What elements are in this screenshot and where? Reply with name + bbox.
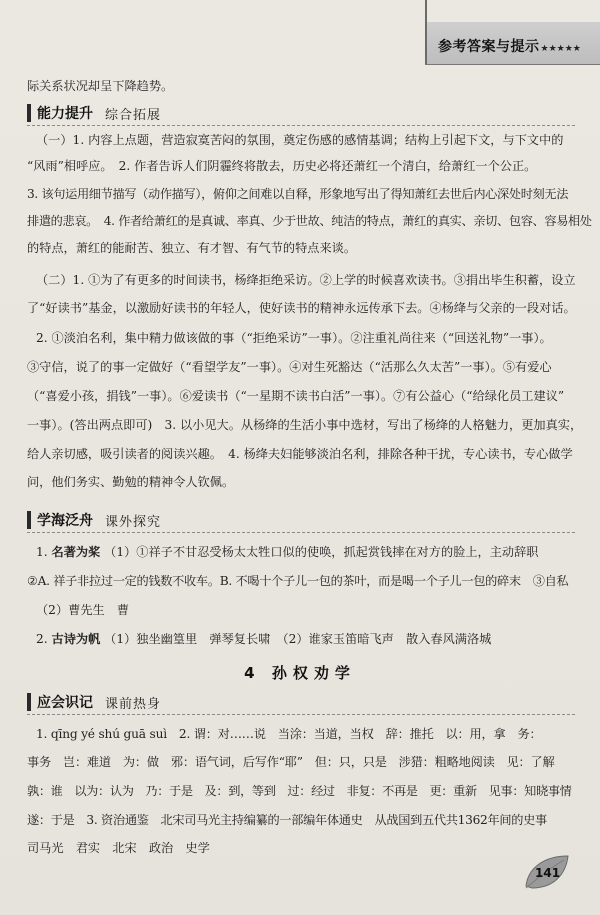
section-subtitle: 综合拓展 [105, 107, 162, 123]
section-marker [27, 511, 31, 529]
answer-line: “风雨”相呼应。 2. 作者告诉人们阴霾终将散去，历史必将还萧红一个清白，给萧红一个公正。 [27, 159, 537, 173]
answer-line: 事务 岂：难道 为：做 邪：语气词，后写作“耶” 但：只，只是 涉猎：粗略地阅读 见：了解 [27, 755, 555, 769]
answer-line [36, 542, 538, 562]
item-number: 1. [36, 545, 48, 559]
section-heading-memorize [27, 690, 161, 714]
answer-line: （“喜爱小孩，捐钱”一事）。⑥爱读书（“一星期不读书白活”一事）。⑦有公益心（“给绿化员工建议” [27, 389, 565, 403]
answer-line: （二）1. ①为了有更多的时间读书，杨绛拒绝采访。②上学的时候喜欢读书。③捐出毕生积蓄，设立 [36, 273, 576, 287]
answer-line: 问，他们务实、勤勉的精神令人钦佩。 [27, 475, 235, 489]
answer-line: 一事）。(答出两点即可) 3. 以小见大。从杨绛的生活小事中选材，写出了杨绛的人格魅力，更加真实， [27, 418, 583, 432]
item-label: 名著为桨 [51, 545, 101, 559]
answer-line: （2）曹先生 曹 [36, 603, 130, 617]
answer-line [36, 629, 491, 649]
section-heading-ability [27, 101, 161, 125]
section-title: 能力提升 [37, 106, 93, 122]
item-number: 2. [36, 632, 48, 646]
chapter-title: 4 孙权劝学 [244, 664, 356, 682]
section-marker [27, 104, 31, 122]
answer-line: 遂：于是 3. 资治通鉴 北宋司马光主持编纂的一部编年体通史 从战国到五代共1362年间的史事 [27, 813, 547, 827]
answer-line: 司马光 君实 北宋 政治 史学 [27, 841, 210, 855]
intro-line: 际关系状况却呈下降趋势。 [27, 79, 174, 93]
answer-line: 排遣的悲哀。 4. 作者给萧红的是真诚、率真、少于世故、纯洁的特点，萧红的真实、亲切、包容、容易相处 [27, 214, 592, 228]
section-heading-explore [27, 508, 161, 532]
header-title-text: 参考答案与提示 [438, 39, 540, 55]
header-stars: ★★★★★ [540, 44, 581, 54]
section-rule [27, 714, 575, 716]
answer-line: ②A. 祥子非拉过一定的钱数不收车。B. 不喝十个子儿一包的茶叶，而是喝一个子儿一包的碎末 ③自私 [27, 574, 569, 588]
header-divider [425, 0, 600, 22]
item-text: （1）①祥子不甘忍受杨太太牲口似的使唤，抓起赏钱摔在对方的脸上，主动辞职 [104, 545, 539, 559]
answer-line: 了“好读书”基金，以激励好读书的年轻人，使好读书的精神永远传承下去。④杨绛与父亲的一段对话。 [27, 301, 576, 315]
answer-line: 给人亲切感，吸引读者的阅读兴趣。 4. 杨绛夫妇能够淡泊名利，排除各种干扰，专心读书，专心做学 [27, 447, 573, 461]
answer-line: 3. 该句运用细节描写（动作描写），俯仰之间难以自释，形象地写出了得知萧红去世后内心深处时刻无法 [27, 187, 569, 201]
section-title: 应会识记 [37, 695, 93, 711]
item-label: 古诗为帆 [51, 632, 101, 646]
section-rule [27, 532, 575, 534]
item-text: （1）独坐幽篁里 弹琴复长啸 （2）谁家玉笛暗飞声 散入春风满洛城 [104, 632, 492, 646]
section-rule [27, 125, 575, 127]
header-title [438, 36, 581, 56]
section-subtitle: 课前热身 [105, 696, 162, 712]
answer-line: 的特点，萧红的能耐苦、独立、有才智、有气节的特点来谈。 [27, 241, 357, 255]
answer-line: 2. ①淡泊名利，集中精力做该做的事（“拒绝采访”一事）。②注重礼尚往来（“回送礼物”一事）。 [36, 331, 552, 345]
page-number: 141 [535, 866, 561, 880]
answer-line: ③守信，说了的事一定做好（“看望学友”一事）。④对生死豁达（“活那么久太苦”一事）。⑤有爱心 [27, 360, 552, 374]
section-marker [27, 693, 31, 711]
section-subtitle: 课外探究 [105, 514, 162, 530]
section-title: 学海泛舟 [37, 513, 93, 529]
header-rule [425, 64, 600, 65]
answer-line: 1. qīng yé shú guā suì 2. 谓：对……说 当涂：当道，当权 辞：推托 以：用，拿 务： [36, 727, 542, 741]
answer-line: （一）1. 内容上点题，营造寂寞苦闷的氛围，奠定伤感的感情基调；结构上引起下文，与下文中的 [36, 133, 564, 147]
answer-line: 孰：谁 以为：认为 乃：于是 及：到，等到 过：经过 非复：不再是 更：重新 见事：知晓事情 [27, 784, 572, 798]
